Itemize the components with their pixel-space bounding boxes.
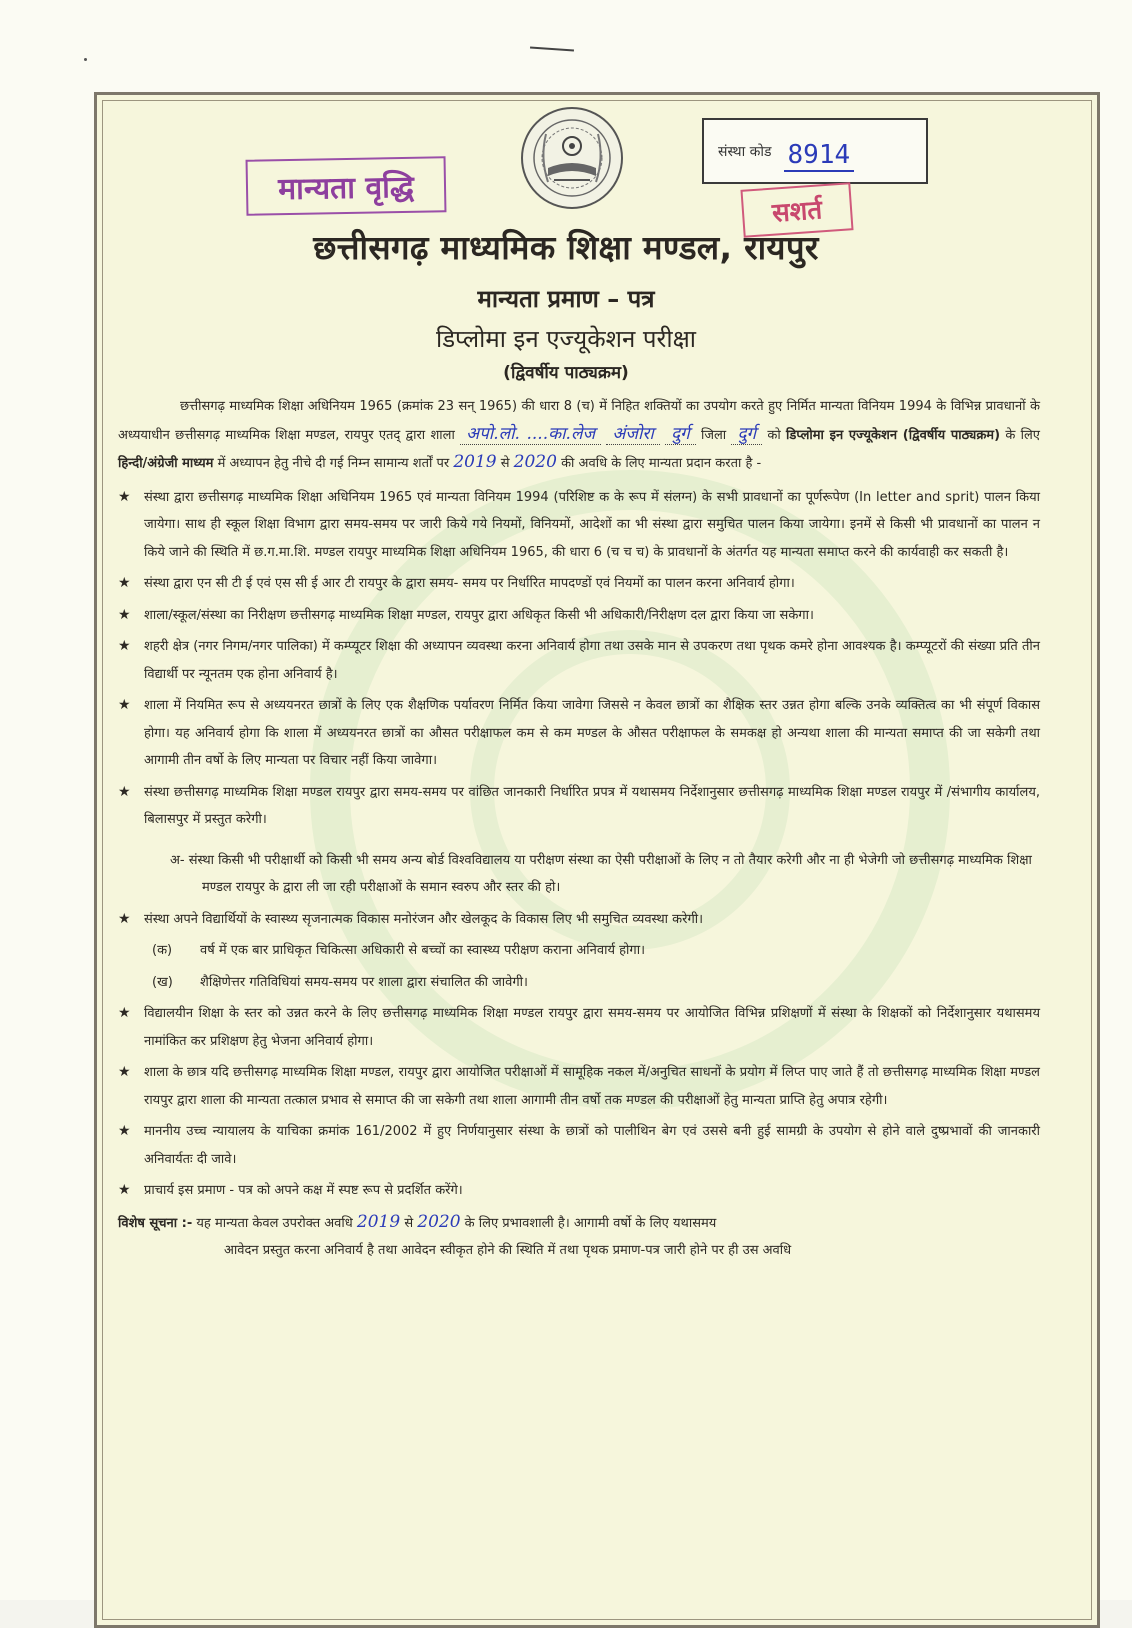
- certificate-title: मान्यता प्रमाण – पत्र: [477, 285, 655, 313]
- condition-item: [118, 570, 1040, 598]
- notice-start-year: 2019: [356, 1211, 401, 1232]
- notice-label: विशेष सूचना :-: [118, 1215, 193, 1231]
- condition-item: [118, 1177, 1040, 1205]
- notice-end-year: 2020: [417, 1211, 461, 1232]
- condition-text: संस्था द्वारा छत्तीसगढ़ माध्यमिक शिक्षा अधिनियम 1965 एवं मान्यता विनियम 1994 (परिशिष्ट क के रूप में संलग्न) के सभी प्रावधानों का पूर्णरूपेण (In letter and sprit) पालन किया जायेगा। साथ ही स्कूल शिक्षा विभाग द्वारा समय-समय पर जारी किये गये नियमों, विनियमों, आदेशों का भी संस्था द्वारा समुचित पालन किया जायेगा। इनमें से किसी भी प्रावधानों का पालन न किये जाने की स्थिति में छ.ग.मा.शि. मण्डल रायपुर माध्यमिक शिक्षा अधिनियम 1965, की धारा 6 (च च च) के प्रावधानों के अंतर्गत यह मान्यता समाप्त करने की कार्यवाही कर सकती है।: [144, 489, 1040, 560]
- pen-mark: [530, 46, 574, 51]
- sub-item-text: वर्ष में एक बार प्राधिकृत चिकित्सा अधिकारी से बच्चों का स्वास्थ्य परीक्षण कराना अनिवार्य होगा।: [200, 943, 646, 958]
- star-bullet-icon: ★: [118, 638, 131, 654]
- course-name: डिप्लोमा इन एज्यूकेशन (द्विवर्षीय पाठ्यक्रम): [786, 427, 1001, 443]
- star-bullet-icon: ★: [118, 1005, 131, 1021]
- condition-item: [118, 779, 1040, 834]
- condition-item: [118, 1059, 1040, 1114]
- condition-item: [118, 692, 1040, 775]
- condition-text: शाला/स्कूल/संस्था का निरीक्षण छत्तीसगढ़ माध्यमिक शिक्षा मण्डल, रायपुर द्वारा अधिकृत किसी भी अधिकारी/निरीक्षण दल द्वारा किया जा सकेगा।: [144, 607, 814, 623]
- condition-text: शाला में नियमित रूप से अध्ययनरत छात्रों के लिए एक शैक्षणिक पर्यावरण निर्मित किया जावेगा जिससे न केवल छात्रों का शैक्षिक स्तर उन्नत होगा बल्कि उनके व्यक्तित्व का भी संपूर्ण विकास होगा। यह अनिवार्य होगा कि शाला में अध्ययनरत छात्रों का औसत परीक्षाफल कम से कम मण्डल के औसत परीक्षाफल के समकक्ष हो अन्यथा शाला की मान्यता समाप्त की जा सकेगी तथा आगामी तीन वर्षो के लिए मान्यता पर विचार नहीं किया जावेगा।: [144, 698, 1040, 768]
- condition-text: शाला के छात्र यदि छत्तीसगढ़ माध्यमिक शिक्षा मण्डल, रायपुर द्वारा आयोजित परीक्षाओं में सामूहिक नकल में/अनुचित साधनों के प्रयोग में लिप्त पाए जाते हैं तो छत्तीसगढ़ माध्यमिक शिक्षा मण्डल रायपुर द्वारा शाला की मान्यता तत्काल प्रभाव से समाप्त की जा सकेगी तथा शाला आगामी तीन वर्षो तक मण्डल की परीक्षाओं हेतु मान्यता प्राप्ति हेतु अपात्र रहेगी।: [144, 1065, 1040, 1108]
- special-notice: [118, 1209, 1040, 1265]
- notice-text-3: आवेदन प्रस्तुत करना अनिवार्य है तथा आवेदन स्वीकृत होने की स्थिति में तथा पृथक प्रमाण-पत्र जारी होने पर ही उस अवधि: [224, 1243, 792, 1258]
- institution-code-box: [702, 118, 928, 184]
- institution-code-value: 8914: [784, 140, 855, 172]
- district-value: दुर्ग: [731, 424, 762, 445]
- notice-text-1: यह मान्यता केवल उपरोक्त अवधि: [196, 1215, 353, 1231]
- star-bullet-icon: ★: [118, 783, 131, 800]
- condition-item: [118, 1000, 1040, 1055]
- condition-text: संस्था अपने विद्यार्थियों के स्वास्थ्य सृजनात्मक विकास मनोरंजन और खेलकूद के विकास लिए भी समुचित व्यवस्था करेगी।: [144, 911, 704, 927]
- institution-code-label: संस्था कोड: [718, 143, 772, 160]
- board-emblem-icon: [518, 104, 626, 212]
- condition-text: प्राचार्य इस प्रमाण - पत्र को अपने कक्ष में स्पष्ट रूप से प्रदर्शित करेंगे।: [144, 1183, 463, 1198]
- period-start-year: 2019: [453, 452, 497, 472]
- conditions-list: [118, 484, 1040, 834]
- condition-item: [118, 602, 1040, 630]
- period-separator: से: [500, 456, 510, 471]
- star-bullet-icon: ★: [118, 1064, 131, 1080]
- district-label: जिला: [700, 427, 727, 443]
- intro-paragraph: [118, 393, 1040, 478]
- conditions-list-2: [118, 906, 1040, 934]
- sub-item-letter: (ख): [152, 974, 173, 990]
- condition-item: [118, 633, 1040, 688]
- school-place-2: दुर्ग: [665, 424, 696, 445]
- medium: हिन्दी/अंग्रेजी माध्यम: [118, 456, 214, 471]
- recognition-renewal-stamp: मान्यता वृद्धि: [246, 156, 447, 215]
- condition-text: संस्था द्वारा एन सी टी ई एवं एस सी ई आर टी रायपुर के द्वारा समय- समय पर निर्धारित मापदण्डों एवं नियमों का पालन करना अनिवार्य होगा।: [144, 576, 795, 591]
- sub-clause-a: अ- संस्था किसी भी परीक्षार्थी को किसी भी समय अन्य बोर्ड विश्वविद्यालय या परीक्षण संस्था का ऐसी परीक्षाओं के लिए न तो तैयार करेगी और ना ही भेजेगी जो छत्तीसगढ़ माध्यमिक शिक्षा मण्डल रायपुर के द्वारा ली जा रही परीक्षाओं के समान स्वरुप और स्तर की हो।: [170, 852, 1032, 895]
- condition-item: [118, 906, 1040, 934]
- star-bullet-icon: ★: [118, 575, 131, 591]
- condition-text: शहरी क्षेत्र (नगर निगम/नगर पालिका) में कम्प्यूटर शिक्षा की अध्यापन व्यवस्था करना अनिवार्य होगा तथा उसके मान से उपकरण तथा पृथक कमरे होना आवश्यक है। कम्प्यूटरों की संख्या प्रति तीन विद्यार्थी पर न्यूनतम एक होना अनिवार्य है।: [144, 639, 1040, 682]
- conditional-stamp: सशर्त: [740, 182, 853, 238]
- intro-text-5: की अवधि के लिए मान्यता प्रदान करता है -: [561, 456, 762, 471]
- notice-separator: से: [404, 1215, 414, 1231]
- intro-text-1: छत्तीसगढ़ माध्यमिक शिक्षा अधिनियम 1965 (क्रमांक 23 सन् 1965) की धारा 8 (च) में निहित शक्तियों का उपयोग करते हुए निर्मित मान्यता विनियम 1994 के विभिन्न प्रावधानों के अध्ययाधीन छत्तीसगढ़ माध्यमिक शिक्षा मण्डल, रायपुर एतद् द्वारा शाला: [118, 399, 1040, 443]
- condition-text: विद्यालयीन शिक्षा के स्तर को उन्नत करने के लिए छत्तीसगढ़ माध्यमिक शिक्षा मण्डल रायपुर द्वारा समय-समय पर आयोजित विभिन्न प्रशिक्षणों में संस्था के शिक्षकों को निर्देशानुसार यथासमय नामांकित कर प्रशिक्षण हेतु भेजना अनिवार्य होगा।: [144, 1006, 1040, 1049]
- star-bullet-icon: ★: [118, 1123, 131, 1139]
- notice-text-2: के लिए प्रभावशाली है। आगामी वर्षो के लिए यथासमय: [464, 1215, 717, 1231]
- star-bullet-icon: ★: [118, 697, 131, 713]
- star-bullet-icon: ★: [118, 488, 131, 505]
- board-title: छत्तीसगढ़ माध्यमिक शिक्षा मण्डल, रायपुर: [313, 228, 819, 267]
- sub-item: [144, 937, 1040, 965]
- star-bullet-icon: ★: [118, 606, 131, 623]
- intro-text-3: के लिए: [1005, 427, 1040, 443]
- school-name: अपो.लो. ....का.लेज: [460, 424, 601, 445]
- school-place: अंजोरा: [606, 424, 659, 445]
- sub-item: [144, 969, 1040, 997]
- condition-item: [118, 1118, 1040, 1173]
- conditions-list-3: [118, 1000, 1040, 1205]
- condition-text: माननीय उच्च न्यायालय के याचिका क्रमांक 161/2002 में हुए निर्णयानुसार संस्था के छात्रों को पालीथिन बेग एवं उससे बनी हुई सामग्री के उपयोग से होने वाले दुष्प्रभावों की जानकारी अनिवार्यतः दी जावे।: [144, 1124, 1040, 1167]
- star-bullet-icon: ★: [118, 910, 131, 927]
- star-bullet-icon: ★: [118, 1182, 131, 1198]
- intro-text-2: को: [767, 427, 781, 443]
- condition-text: संस्था छत्तीसगढ़ माध्यमिक शिक्षा मण्डल रायपुर द्वारा समय-समय पर वांछित जानकारी निर्धारित प्रपत्र में यथासमय निर्देशानुसार छत्तीसगढ़ माध्यमिक शिक्षा मण्डल रायपुर में /संभागीय कार्यालय, बिलासपुर में प्रस्तुत करेगी।: [144, 784, 1040, 827]
- speck: [84, 58, 87, 61]
- exam-name: डिप्लोमा इन एज्यूकेशन परीक्षा: [435, 325, 696, 353]
- sub-item-text: शैक्षिणेत्तर गतिविधियां समय-समय पर शाला द्वारा संचालित की जावेगी।: [200, 974, 528, 990]
- sub-item-letter: (क): [152, 943, 173, 958]
- condition-item: [118, 484, 1040, 567]
- intro-text-4: में अध्यापन हेतु नीचे दी गई निम्न सामान्य शर्तों पर: [217, 456, 450, 471]
- period-end-year: 2020: [513, 452, 557, 472]
- course-duration: (द्विवर्षीय पाठ्यक्रम): [503, 363, 629, 383]
- certificate-body: [118, 393, 1040, 1265]
